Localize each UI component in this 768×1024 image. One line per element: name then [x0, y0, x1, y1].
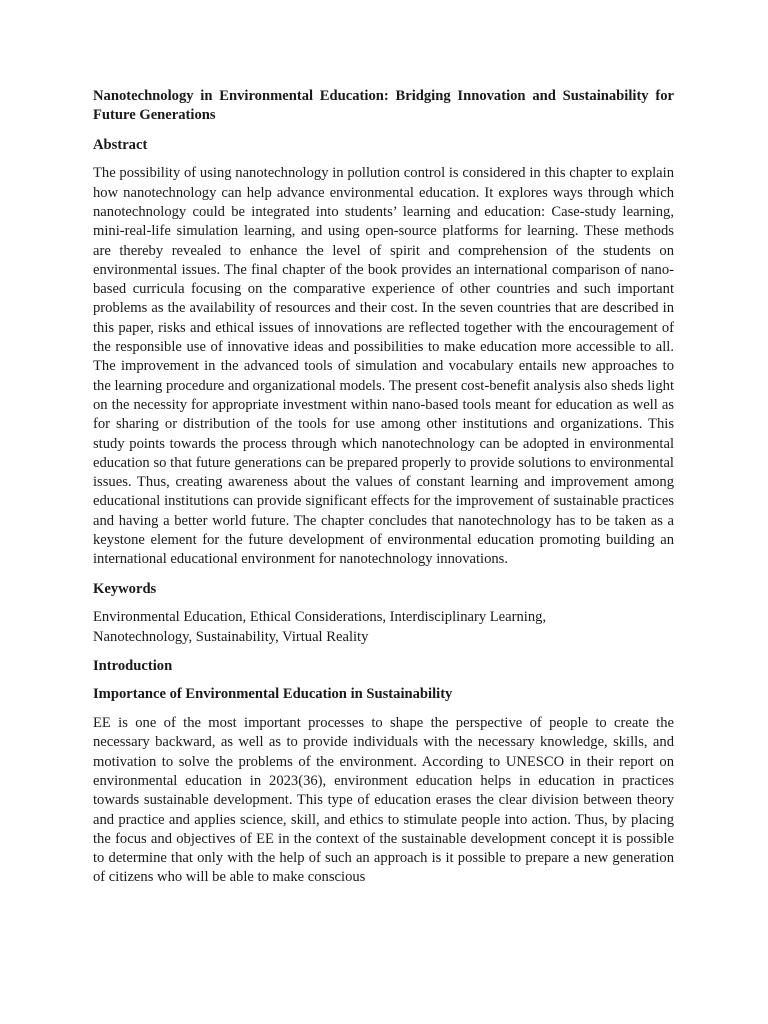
introduction-paragraph: EE is one of the most important processes to shape the perspective of people to create the necessary backward, as well as to provide individuals with the necessary knowledge, skills, and motivation to solve the problems of the environment. According to UNESCO in their report on environmental education in 2023(36), environment education helps in education in practices towards sustainable development. This type of education erases the clear division between theory and practice and applies science, skill, and ethics to stimulate people into action. Thus, by placing the focus and objectives of EE in the context of the sustainable development concept it is possible to determine that only with the help of such an approach is it possible to prepare a new generation of citizens who will be able to make conscious — [93, 715, 674, 886]
introduction-heading: Introduction — [93, 657, 173, 674]
abstract-paragraph: The possibility of using nanotechnology in pollution control is considered in this chapter to explain how nanotechnology can help advance environmental education. It explores ways through which nanotechnology could be integrated into students’ learning and education: Case-study learning, mini-real-life simulation learning, and using open-source platforms for learning. These methods are thereby revealed to enhance the level of spirit and comprehension of the students on environmental issues. The final chapter of the book provides an international comparison of nano-based curricula focusing on the comparative experience of other countries and such important problems as the availability of resources and their cost. In the seven countries that are described in this paper, risks and ethical issues of innovations are reflected together with the encouragement of the responsible use of innovative ideas and possibilities to make education more accessible to all. The improvement in the advanced tools of simulation and vocabulary entails new approaches to the learning procedure and organizational models. The present cost-benefit analysis also sheds light on the necessity for appropriate investment within nano-based tools meant for education as well as for sharing or distribution of the tools for use among other institutions and organizations. This study points towards the process through which nanotechnology can be adopted in environmental education so that future generations can be prepared properly to provide solutions to environmental issues. Thus, creating awareness about the values of constant learning and improvement among educational institutions can provide significant effects for the improvement of sustainable practices and having a better world future. The chapter concludes that nanotechnology has to be taken as a keystone element for the future development of environmental education promoting building an international educational environment for nanotechnology innovations. — [93, 165, 675, 568]
keywords-line: Nanotechnology, Sustainability, Virtual Reality — [93, 628, 369, 645]
document-title: Nanotechnology in Environmental Education: Bridging Innovation and Sustainability for Future Generations — [93, 88, 674, 124]
keywords-line: Environmental Education, Ethical Considerations, Interdisciplinary Learning, — [93, 609, 547, 626]
subsection-heading: Importance of Environmental Education in Sustainability — [93, 686, 453, 703]
document-page — [93, 87, 674, 898]
keywords-heading: Keywords — [93, 580, 157, 597]
abstract-heading: Abstract — [93, 136, 148, 153]
keywords-list — [93, 608, 674, 647]
